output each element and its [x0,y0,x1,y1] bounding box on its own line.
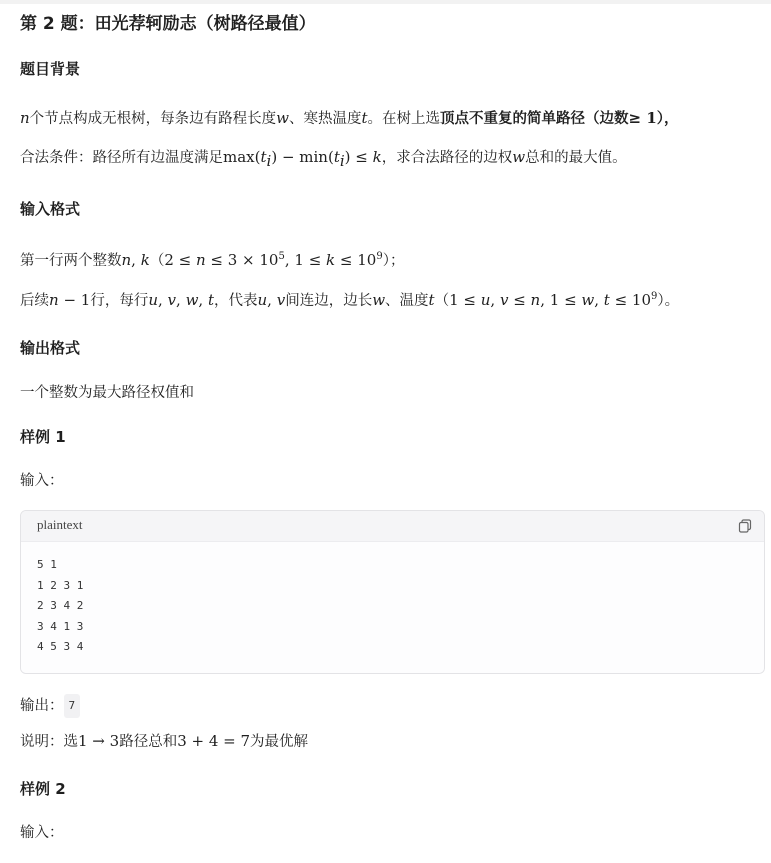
sample-1-explanation: 说明：选1 → 3路径总和3 + 4 = 7为最优解 [20,732,309,750]
sample-1-output [20,694,80,718]
code-language-label: plaintext [37,517,83,532]
code-block [20,510,765,674]
top-divider [0,0,771,4]
background-line-1: n个节点构成无根树，每条边有路程长度w、寒热温度t。在树上选顶点不重复的简单路径（边数≥ 1）， [20,109,679,127]
code-block-header [21,511,764,542]
page-title: 第 2 题：田光荐轲励志（树路径最值） [20,14,316,34]
sample-1-input-label: 输入： [20,473,64,489]
sample-2-input-label: 输入： [20,825,64,841]
section-heading-input: 输入格式 [20,200,81,218]
section-heading-background: 题目背景 [20,60,81,78]
section-heading-output: 输出格式 [20,339,81,357]
output-description: 一个整数为最大路径权值和 [20,385,194,401]
code-content: 5 1 1 2 3 1 2 3 4 2 3 4 1 3 4 5 3 4 [21,542,764,674]
sample-1-output-value: 7 [64,694,81,718]
copy-icon[interactable] [738,519,752,533]
background-line-2: 合法条件：路径所有边温度满足$\max(t_i) - \min(t_i) \le k$，求合法路径的边权w总和的最大值。 [20,148,627,170]
input-line-1: 第一行两个整数n, $k(2 \le n \le 3 \times 10^5$, $1 \le k \le 10^9$）； [20,251,405,269]
input-line-2: 后续n − 1行，每行u, v, w, t，代表u, v间连边，边长w、温度t（1 ≤ u, v ≤ n, 1 ≤ w, $t \le 10^9$）。 [20,291,680,309]
section-heading-sample-2: 样例 2 [20,780,66,798]
section-heading-sample-1: 样例 1 [20,428,66,446]
sample-1-output-label: 输出： [20,698,64,714]
